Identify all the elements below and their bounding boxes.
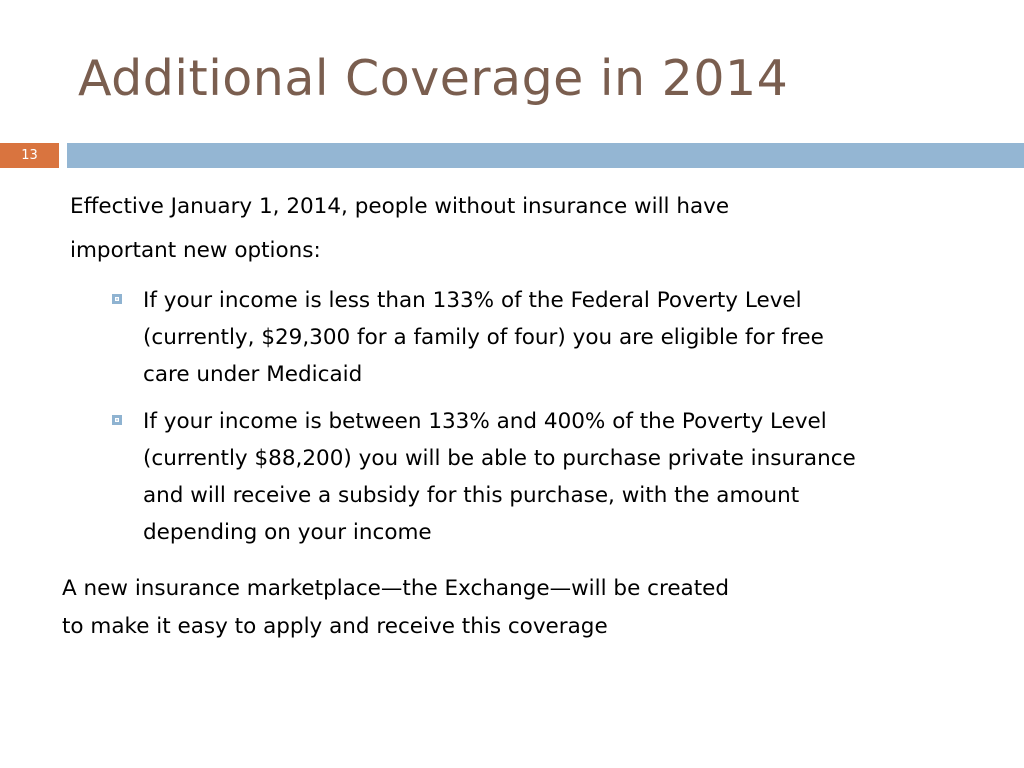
bullet-line: care under Medicaid xyxy=(143,362,363,387)
square-bullet-icon xyxy=(112,294,122,304)
intro-paragraph xyxy=(70,185,930,273)
title-divider-bar xyxy=(67,143,1024,168)
closing-line: A new insurance marketplace—the Exchange—will be created xyxy=(62,576,730,601)
closing-line: to make it easy to apply and receive this coverage xyxy=(62,614,608,639)
slide-title: Additional Coverage in 2014 xyxy=(78,50,789,107)
bullet-line: and will receive a subsidy for this purchase, with the amount xyxy=(143,483,800,508)
slide-number-badge xyxy=(0,143,59,168)
bullet-line: depending on your income xyxy=(143,520,432,545)
list-item-subsidy xyxy=(108,403,988,551)
closing-paragraph xyxy=(62,570,862,646)
bullet-line: If your income is between 133% and 400% of the Poverty Level xyxy=(143,409,827,434)
bullet-line: If your income is less than 133% of the Federal Poverty Level xyxy=(143,288,802,313)
intro-line: Effective January 1, 2014, people without insurance will have xyxy=(70,194,730,219)
intro-line: important new options: xyxy=(70,238,321,263)
options-list xyxy=(108,282,988,561)
list-item-medicaid xyxy=(108,282,988,393)
square-bullet-icon xyxy=(112,415,122,425)
bullet-line: (currently, $29,300 for a family of four) you are eligible for free xyxy=(143,325,824,350)
bullet-line: (currently $88,200) you will be able to purchase private insurance xyxy=(143,446,856,471)
slide-number: 13 xyxy=(21,148,38,163)
